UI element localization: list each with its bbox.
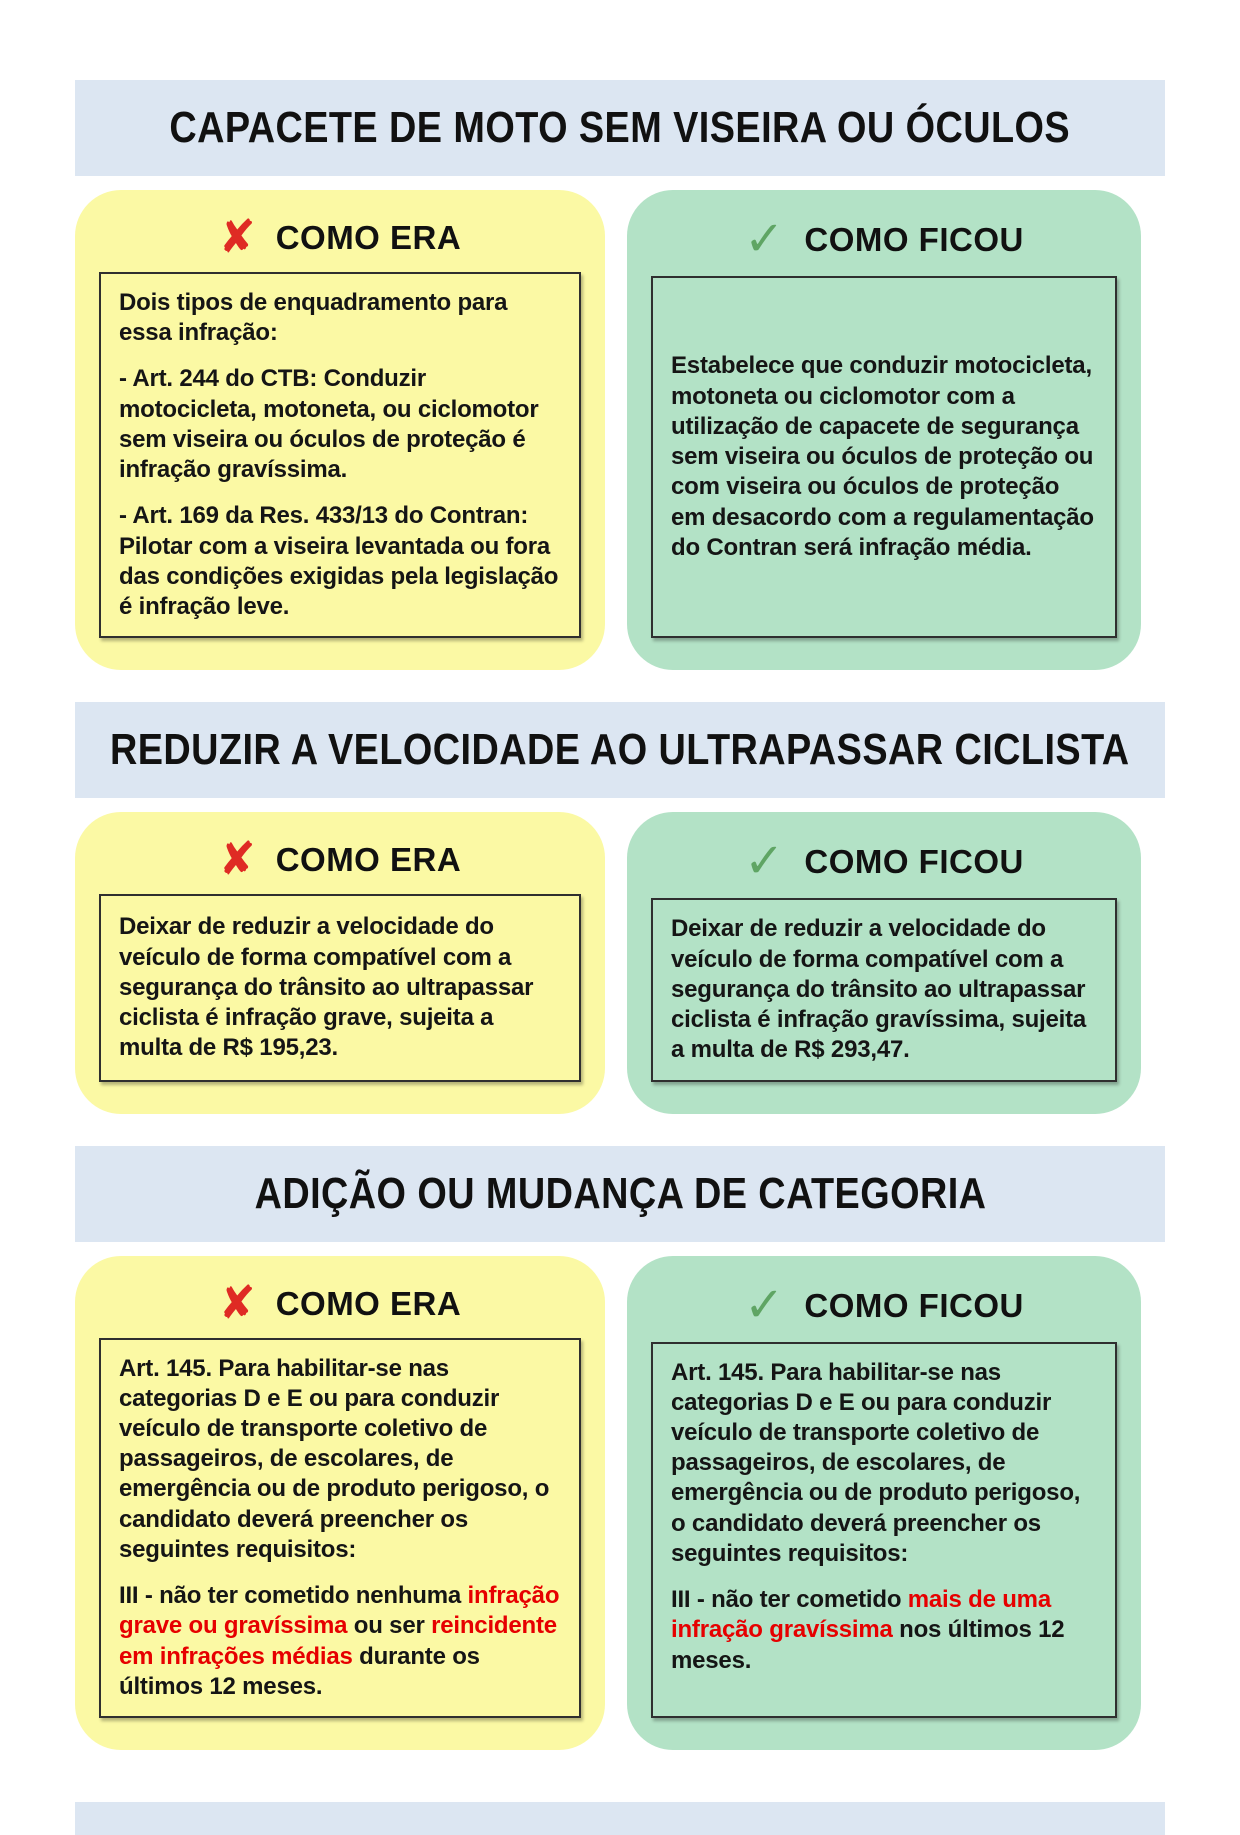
body-text: Deixar de reduzir a velocidade do veículo de forma compatível com a segurança do trânsito ao ultrapassar ciclista é infração gravíssima, sujeita a multa de R$ 293,47. (671, 915, 1087, 1064)
panel-heading (649, 1278, 1119, 1332)
body-text: Art. 145. Para habilitar-se nas categorias D e E ou para conduzir veículo de transporte coletivo de passageiros, de escolares, de emergência ou de produto perigoso, o candidato deverá preencher os seguintes requisitos: (119, 1354, 550, 1563)
panel-heading-label: COMO ERA (275, 1284, 462, 1322)
section-panels (75, 812, 1165, 1113)
section-header-capacete (75, 80, 1165, 176)
body-text: III - não ter cometido nenhuma (119, 1582, 468, 1610)
como-ficou-panel (627, 1256, 1141, 1751)
panel-paragraph (119, 1581, 561, 1702)
como-era-panel (75, 812, 605, 1113)
panel-heading-label: COMO ERA (275, 219, 462, 256)
como-ficou-panel (627, 190, 1141, 670)
como-era-panel (75, 1256, 605, 1751)
panel-text-box (99, 272, 581, 638)
partial-next-section-header (75, 1802, 1165, 1835)
panel-heading-label: COMO FICOU (804, 843, 1024, 881)
panel-text-box (651, 276, 1117, 638)
body-text: Dois tipos de enquadramento para essa infração: (119, 289, 508, 347)
section-panels (75, 1256, 1165, 1751)
panel-heading-label: COMO ERA (275, 841, 462, 879)
x-icon: ✘ (218, 1277, 256, 1329)
section-title: REDUZIR A VELOCIDADE AO ULTRAPASSAR CICLISTA (110, 725, 1130, 775)
section-header-adicao-categoria (75, 1146, 1165, 1242)
x-icon: ✘ (218, 211, 256, 264)
panel-heading (97, 1277, 583, 1329)
panel-paragraph (671, 1358, 1097, 1570)
highlighted-text: infração grave ou gravíssima (119, 1582, 560, 1640)
panel-heading-label: COMO FICOU (804, 1286, 1024, 1324)
panel-text-box (651, 898, 1117, 1081)
panel-heading (97, 211, 583, 264)
panel-heading (97, 834, 583, 886)
infographic (75, 80, 1165, 1750)
highlighted-text: reincidente em infrações médias (119, 1612, 557, 1670)
panel-paragraph (119, 912, 561, 1063)
panel-heading (649, 835, 1119, 889)
panel-heading-label: COMO FICOU (804, 221, 1024, 258)
body-text: Deixar de reduzir a velocidade do veículo de forma compatível com a segurança do trânsito ao ultrapassar ciclista é infração grave, sujeita a multa de R$ 195,23. (119, 913, 534, 1062)
panel-paragraph (671, 914, 1097, 1065)
panel-paragraph (119, 364, 561, 485)
body-text: Estabelece que conduzir motocicleta, motoneta ou ciclomotor com a utilização de capacete de segurança sem viseira ou óculos de proteção ou com viseira ou óculos de proteção em desacordo com a regulamentação do Contran será infração média. (671, 352, 1094, 561)
body-text: nos últimos 12 meses. (671, 1616, 1065, 1674)
panel-paragraph (671, 1585, 1097, 1676)
section-title: ADIÇÃO OU MUDANÇA DE CATEGORIA (254, 1168, 986, 1218)
body-text: durante os últimos 12 meses. (119, 1642, 480, 1700)
check-icon: ✓ (744, 1278, 785, 1332)
section-title: CAPACETE DE MOTO SEM VISEIRA OU ÓCULOS (169, 103, 1071, 152)
section-header-reduzir-velocidade (75, 702, 1165, 798)
check-icon: ✓ (744, 835, 785, 889)
como-era-panel (75, 190, 605, 670)
panel-text-box (99, 1338, 581, 1719)
panel-heading (649, 213, 1119, 266)
panel-paragraph (119, 288, 561, 348)
body-text: Art. 145. Para habilitar-se nas categorias D e E ou para conduzir veículo de transporte coletivo de passageiros, de escolares, de emergência ou de produto perigoso, o candidato deverá preencher os seguintes requisitos: (671, 1358, 1081, 1567)
panel-paragraph (119, 501, 561, 622)
body-text: ou ser (347, 1612, 432, 1640)
panel-paragraph (671, 351, 1097, 563)
body-text: - Art. 169 da Res. 433/13 do Contran: Pilotar com a viseira levantada ou fora das condições exigidas pela legislação é infração leve. (119, 502, 559, 621)
highlighted-text: mais de uma infração gravíssima (671, 1586, 1051, 1644)
como-ficou-panel (627, 812, 1141, 1113)
section-panels (75, 190, 1165, 670)
panel-text-box (99, 894, 581, 1081)
panel-paragraph (119, 1354, 561, 1566)
body-text: - Art. 244 do CTB: Conduzir motocicleta, motoneta, ou ciclomotor sem viseira ou óculos de proteção é infração gravíssima. (119, 365, 539, 484)
panel-text-box (651, 1342, 1117, 1719)
body-text: III - não ter cometido (671, 1586, 908, 1614)
x-icon: ✘ (218, 834, 256, 886)
check-icon: ✓ (744, 213, 785, 266)
